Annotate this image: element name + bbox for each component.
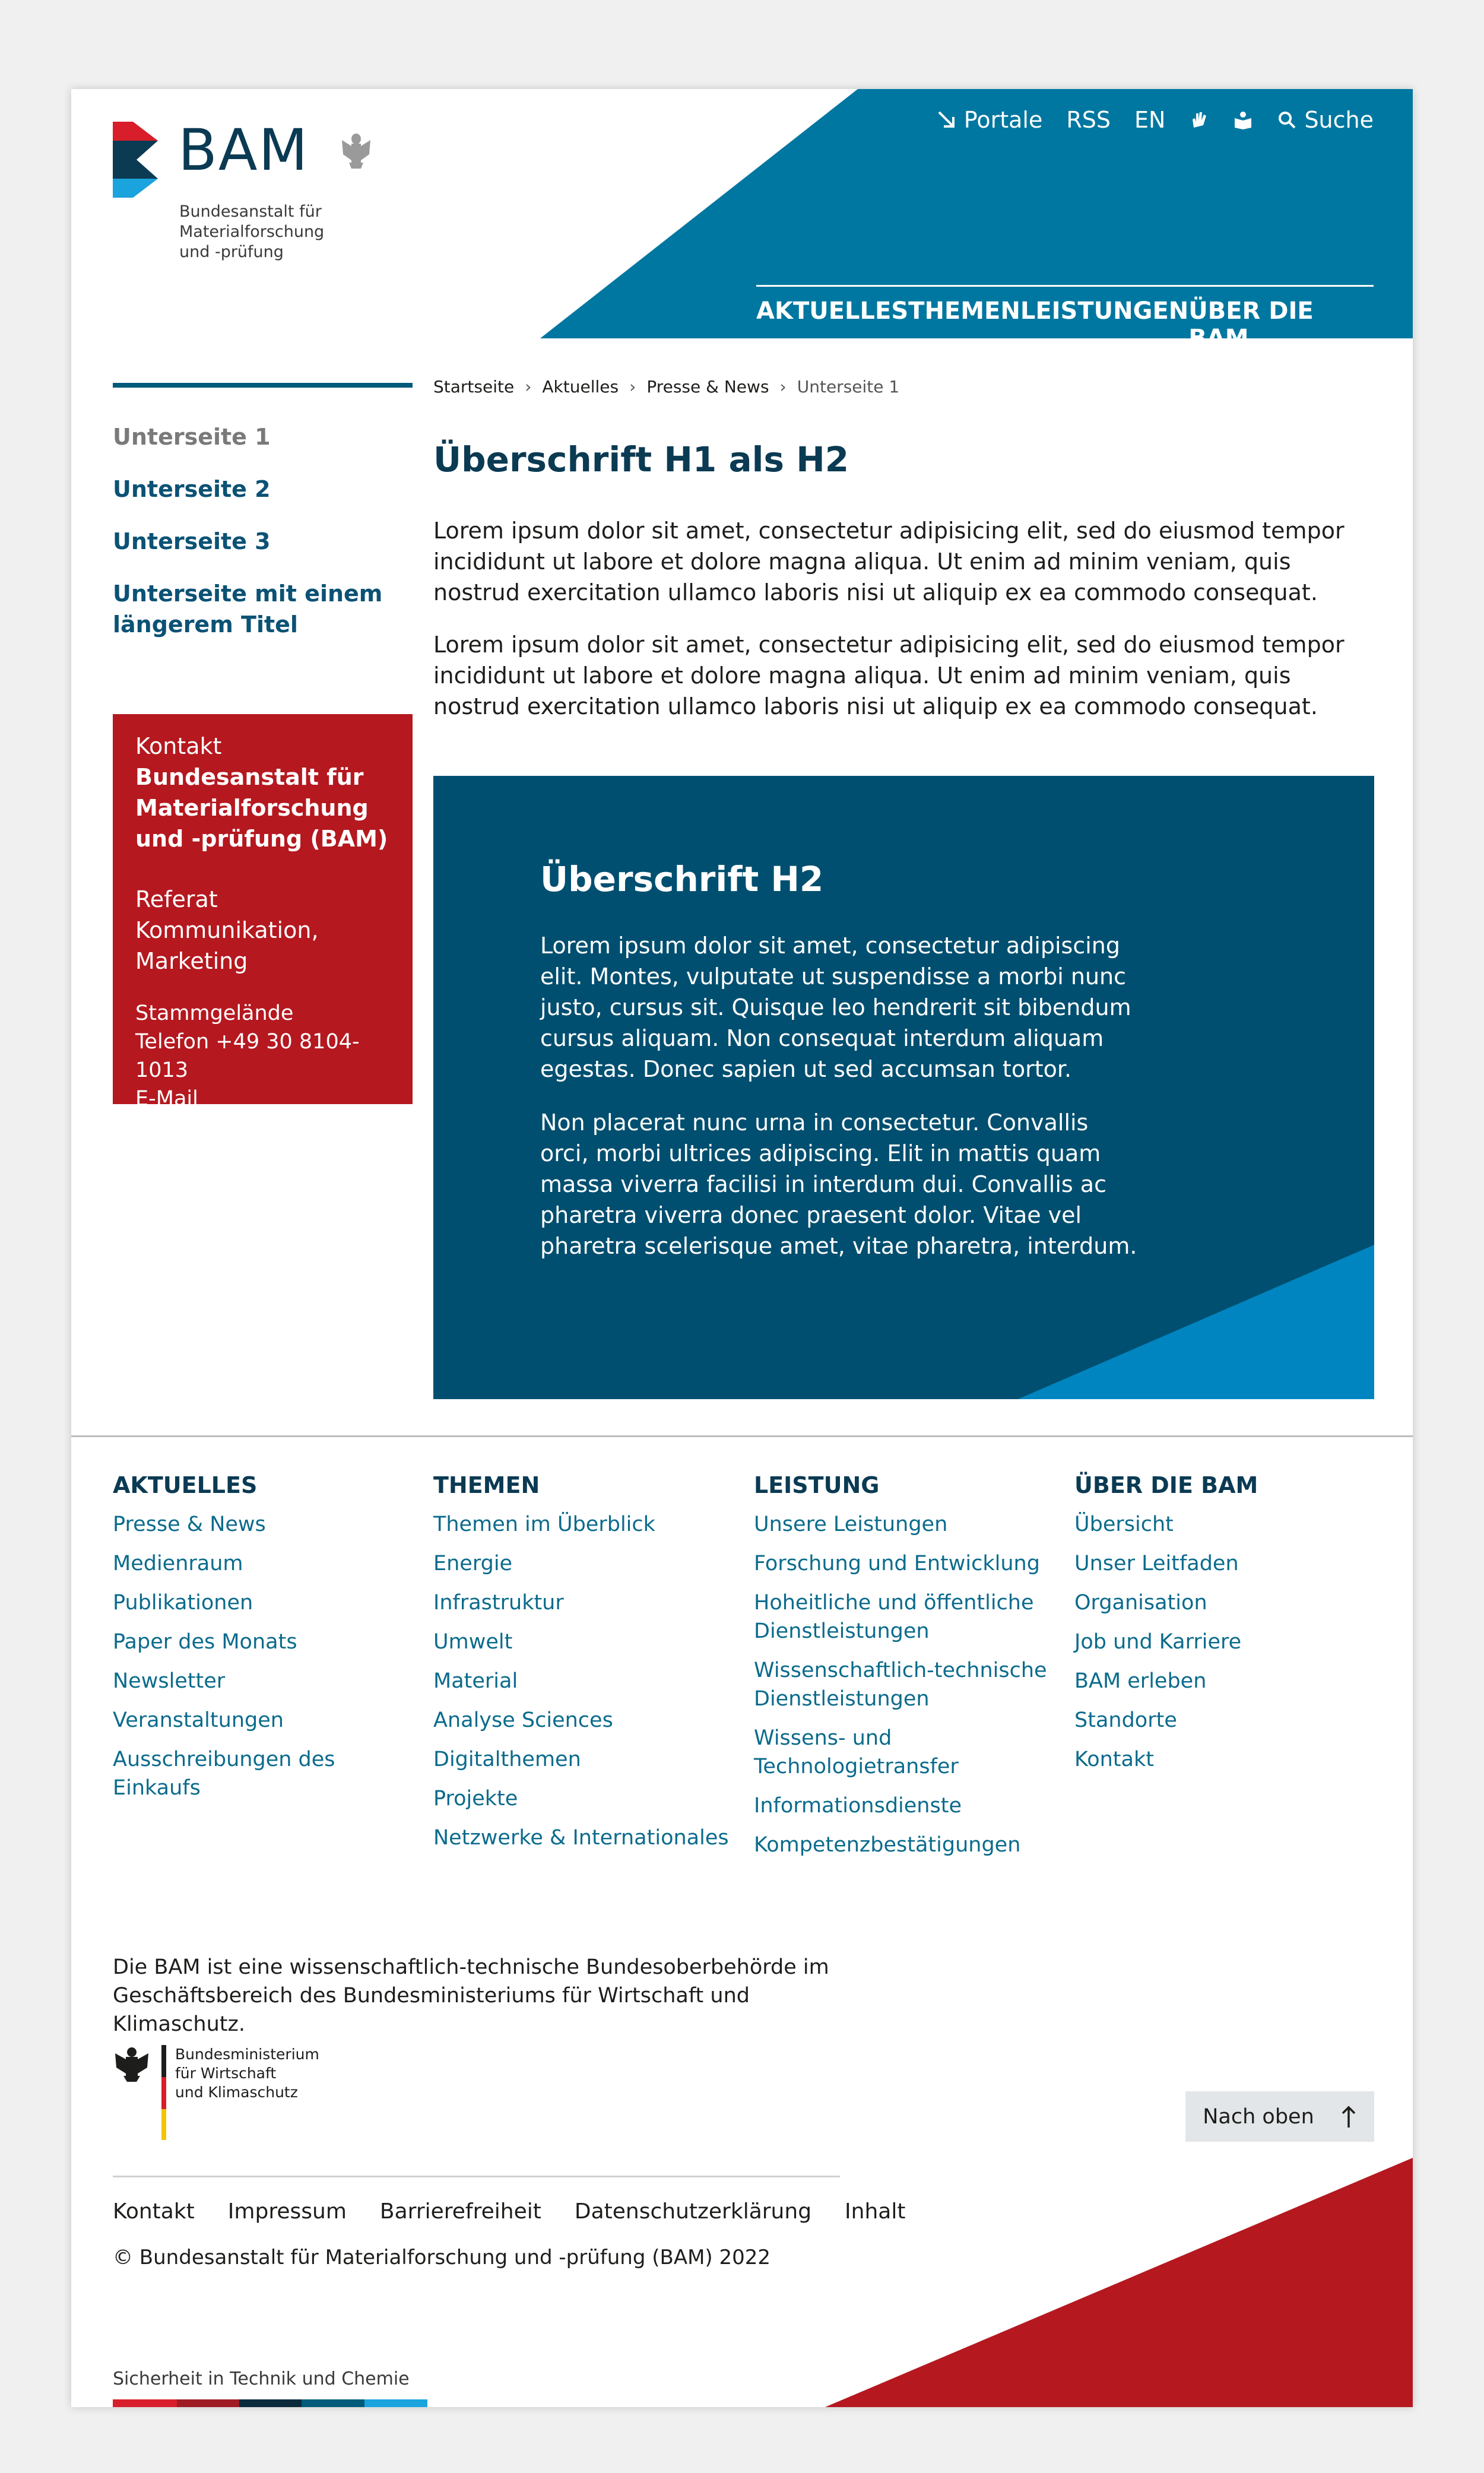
federal-eagle-icon	[113, 2045, 166, 2140]
page	[71, 89, 1413, 2407]
federal-eagle-icon	[338, 131, 374, 170]
brand-name[interactable]: BAM	[178, 117, 309, 183]
teaser-paragraph: Non placerat nunc urna in consectetur. Convallis orci, morbi ultrices adipiscing. Elit in mattis quam massa viverra facilisi in interdum dui. Convallis ac pharetra viverra donec praesent dolor. Vitae vel pharetra scelerisque amet, vitae pharetra, interdum.	[540, 1109, 1137, 1259]
teaser-heading: Überschrift H2	[540, 859, 824, 899]
footer-link[interactable]: Wissens- und Technologietransfer	[754, 1726, 959, 1778]
sidebar-item-long-title[interactable]: Unterseite mit einem längerem Titel	[113, 581, 383, 638]
color-bar-segment	[302, 2399, 364, 2407]
contact-department: Referat Kommunikation, Marketing	[135, 886, 319, 974]
easy-language-icon	[1233, 110, 1253, 130]
breadcrumb-current: Unterseite 1	[797, 377, 900, 397]
footer-link[interactable]: Standorte	[1074, 1708, 1177, 1732]
footer-link[interactable]: Material	[433, 1669, 518, 1693]
footer-link[interactable]: Job und Karriere	[1074, 1630, 1242, 1654]
footer-link[interactable]: Übersicht	[1074, 1513, 1174, 1536]
teaser-box	[433, 776, 1374, 1399]
footer-link[interactable]: Analyse Sciences	[433, 1708, 613, 1732]
back-to-top-label: Nach oben	[1203, 2104, 1314, 2129]
chevron-right-icon: ›	[779, 377, 787, 397]
footer-column-title: ÜBER DIE BAM	[1074, 1472, 1258, 1498]
sign-language-link[interactable]	[1189, 110, 1209, 130]
subtitle-line: Materialforschung	[179, 223, 325, 241]
ministry-logo[interactable]	[113, 2045, 319, 2142]
subtitle-line: Bundesanstalt für	[179, 202, 322, 221]
arrow-down-right-icon	[937, 110, 957, 130]
footer-link[interactable]: Energie	[433, 1552, 513, 1575]
legal-link-datenschutz[interactable]: Datenschutzerklärung	[574, 2199, 812, 2224]
brand-motto: Sicherheit in Technik und Chemie	[113, 2369, 410, 2389]
search-label: Suche	[1304, 107, 1374, 133]
back-to-top-button[interactable]	[1185, 2091, 1374, 2142]
bam-logo-icon[interactable]	[113, 122, 159, 199]
color-bar-segment	[364, 2399, 427, 2407]
legal-link-impressum[interactable]: Impressum	[227, 2199, 347, 2224]
sidebar-item-unterseite-2[interactable]: Unterseite 2	[113, 476, 271, 502]
content-paragraph: Lorem ipsum dolor sit amet, consectetur adipisicing elit, sed do eiusmod tempor incididunt ut labore et dolore magna aliqua. Ut enim ad minim veniam, quis nostrud exercitation ullamco laboris nisi ut aliquip ex ea commodo consequat.	[433, 632, 1345, 719]
sidebar-divider	[113, 383, 413, 388]
footer-link[interactable]: BAM erleben	[1074, 1669, 1207, 1693]
breadcrumb-aktuelles[interactable]: Aktuelles	[542, 377, 619, 397]
teaser-corner-decoration	[1018, 1245, 1374, 1399]
sidebar-item-unterseite-3[interactable]: Unterseite 3	[113, 528, 271, 554]
teaser-paragraph: Lorem ipsum dolor sit amet, consectetur adipiscing elit. Montes, vulputate ut suspendisse a morbi nunc justo, cursus sit. Quisque leo hendrerit sit bibendum cursus aliquam. Non consequat interdum aliquam egestas. Donec sapien ut sed accumsan tortor.	[540, 933, 1131, 1082]
footer-link[interactable]: Forschung und Entwicklung	[754, 1552, 1040, 1575]
footer-link[interactable]: Newsletter	[113, 1669, 226, 1693]
footer-column-title: THEMEN	[433, 1472, 540, 1498]
rss-link[interactable]	[1066, 107, 1111, 133]
ministry-line: Bundesministerium	[175, 2046, 319, 2063]
sidebar-navigation	[113, 421, 413, 661]
footer-link[interactable]: Veranstaltungen	[113, 1708, 284, 1732]
footer-link[interactable]: Kompetenzbestätigungen	[754, 1833, 1021, 1857]
nav-leistungen[interactable]: LEISTUNGEN	[1020, 297, 1189, 325]
footer-link[interactable]: Presse & News	[113, 1513, 266, 1536]
footer-column-leistung	[754, 1472, 1051, 1870]
sign-language-icon	[1189, 110, 1209, 130]
footer-link[interactable]: Unser Leitfaden	[1074, 1552, 1239, 1575]
footer-column-title: AKTUELLES	[113, 1472, 258, 1498]
page-title: Überschrift H1 als H2	[433, 439, 849, 480]
footer-link[interactable]: Digitalthemen	[433, 1748, 581, 1771]
breadcrumb-startseite[interactable]: Startseite	[433, 377, 515, 397]
portale-label: Portale	[963, 107, 1043, 133]
main-navigation	[756, 285, 1374, 359]
nav-aktuelles[interactable]: AKTUELLES	[756, 297, 908, 359]
language-label: EN	[1134, 107, 1166, 133]
footer-divider	[71, 1435, 1413, 1437]
footer-link[interactable]: Kontakt	[1074, 1748, 1154, 1771]
footer-column-aktuelles	[113, 1472, 410, 1813]
footer-link[interactable]: Wissenschaftlich-technische Dienstleistungen	[754, 1659, 1047, 1711]
contact-box	[113, 714, 413, 1111]
search-icon	[1277, 110, 1297, 130]
utility-bar	[937, 107, 1374, 133]
footer-link[interactable]: Umwelt	[433, 1630, 513, 1654]
legal-link-inhalt[interactable]: Inhalt	[845, 2199, 906, 2224]
arrow-up-icon	[1340, 2105, 1357, 2129]
footer-link[interactable]: Netzwerke & Internationales	[433, 1826, 729, 1850]
bam-description: Die BAM ist eine wissenschaftlich-technische Bundesoberbehörde im Geschäftsbereich des Bundesministeriums für Wirtschaft und Klimaschutz.	[113, 1955, 829, 2036]
footer-link[interactable]: Infrastruktur	[433, 1591, 564, 1615]
footer-link[interactable]: Publikationen	[113, 1591, 253, 1615]
footer-link[interactable]: Medienraum	[113, 1552, 243, 1575]
contact-phone[interactable]: Telefon +49 30 8104-1013	[135, 1030, 360, 1082]
footer-link[interactable]: Unsere Leistungen	[754, 1513, 948, 1536]
chevron-right-icon: ›	[525, 377, 532, 397]
color-bar-segment	[239, 2399, 302, 2407]
footer-corner-decoration	[825, 2158, 1413, 2407]
footer-link[interactable]: Informationsdienste	[754, 1794, 962, 1818]
subtitle-line: und -prüfung	[179, 243, 284, 261]
copyright: © Bundesanstalt für Materialforschung und -prüfung (BAM) 2022	[113, 2246, 771, 2269]
color-bar-segment	[177, 2399, 239, 2407]
nav-ueber-die-bam[interactable]: ÜBER DIE BAM	[1188, 297, 1314, 352]
rss-label: RSS	[1066, 107, 1111, 133]
nav-themen[interactable]: THEMEN	[908, 297, 1020, 325]
footer-link[interactable]: Projekte	[433, 1787, 518, 1811]
ministry-name	[175, 2045, 329, 2102]
color-bar-segment	[113, 2399, 177, 2407]
footer-link[interactable]: Ausschreibungen des Einkaufs	[113, 1748, 335, 1800]
search-link[interactable]	[1277, 107, 1374, 133]
footer-link[interactable]: Themen im Überblick	[433, 1513, 655, 1536]
breadcrumb-presse-news[interactable]: Presse & News	[646, 377, 769, 397]
footer-column-themen	[433, 1472, 730, 1863]
footer-link[interactable]: Hoheitliche und öffentliche Dienstleistungen	[754, 1591, 1034, 1643]
legal-link-kontakt[interactable]: Kontakt	[113, 2199, 195, 2224]
brand-subtitle	[179, 202, 369, 262]
language-switch[interactable]	[1134, 107, 1165, 133]
footer-column-ueber-die-bam	[1074, 1472, 1371, 1784]
sidebar-item-unterseite-1[interactable]: Unterseite 1	[113, 424, 271, 450]
contact-label: Kontakt	[135, 733, 222, 759]
ministry-line: und Klimaschutz	[175, 2084, 298, 2101]
footer-column-title: LEISTUNG	[754, 1472, 880, 1498]
portale-link[interactable]	[937, 107, 1043, 133]
contact-organization: Bundesanstalt für Materialforschung und -prüfung (BAM)	[135, 764, 388, 852]
footer-link[interactable]: Organisation	[1074, 1591, 1207, 1615]
chevron-right-icon: ›	[629, 377, 636, 397]
legal-link-barrierefreiheit[interactable]: Barrierefreiheit	[379, 2199, 541, 2224]
legal-divider	[113, 2176, 840, 2177]
breadcrumb	[433, 377, 899, 397]
easy-language-link[interactable]	[1233, 110, 1253, 130]
footer-link[interactable]: Paper des Monats	[113, 1630, 297, 1654]
content-paragraph: Lorem ipsum dolor sit amet, consectetur adipisicing elit, sed do eiusmod tempor incididunt ut labore et dolore magna aliqua. Ut enim ad minim veniam, quis nostrud exercitation ullamco laboris nisi ut aliquip ex ea commodo consequat.	[433, 518, 1345, 605]
legal-links	[113, 2199, 905, 2224]
ministry-line: für Wirtschaft	[175, 2065, 277, 2082]
contact-location: Stammgelände	[135, 1001, 294, 1025]
contact-email-link[interactable]: E-Mail	[135, 1087, 198, 1111]
